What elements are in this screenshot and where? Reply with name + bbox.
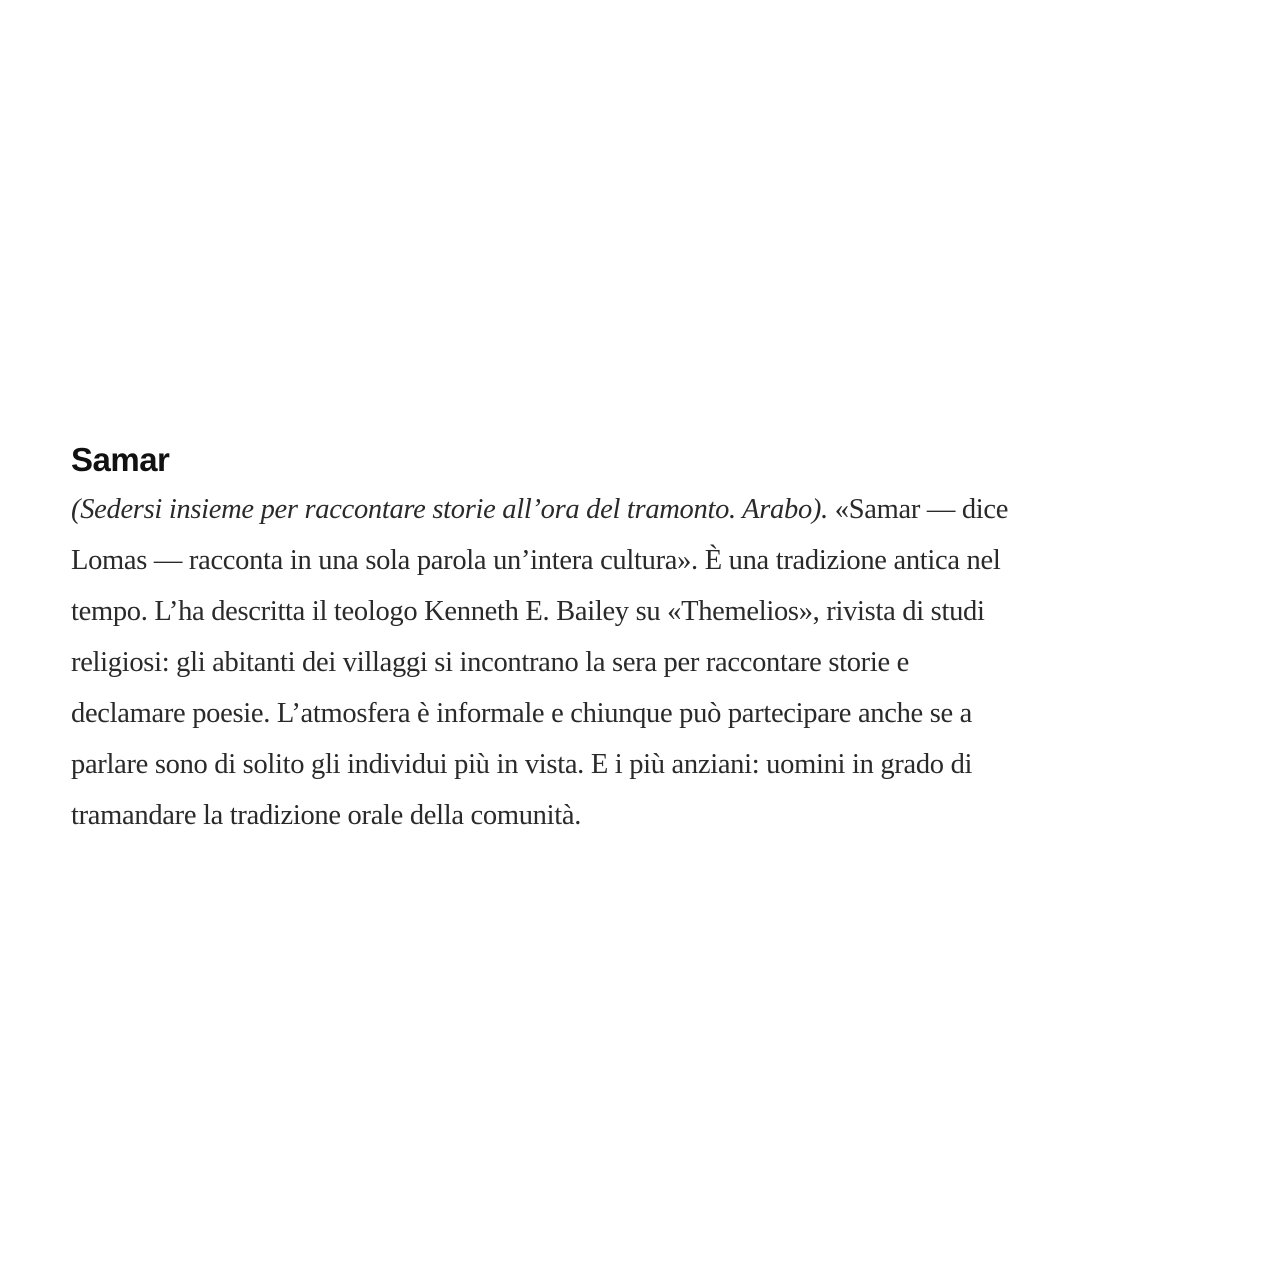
entry-body-line: religiosi: gli abitanti dei villaggi si incontrano la sera per raccontare storie e xyxy=(71,647,910,678)
entry-body-line: parlare sono di solito gli individui più in vista. E i più anziani: uomini in grado di xyxy=(71,749,973,780)
glossary-entry xyxy=(71,436,1251,841)
entry-body-line: tramandare la tradizione orale della comunità. xyxy=(71,800,582,831)
entry-definition: (Sedersi insieme per raccontare storie all’ora del tramonto. Arabo). xyxy=(71,494,828,525)
entry-body-line: tempo. L’ha descritta il teologo Kenneth E. Bailey su «Themelios», rivista di studi xyxy=(71,596,985,627)
entry-body xyxy=(71,484,1251,841)
entry-title: Samar xyxy=(71,441,170,478)
entry-body-line: declamare poesie. L’atmosfera è informale e chiunque può partecipare anche se a xyxy=(71,698,973,729)
entry-first-line xyxy=(71,484,1251,535)
entry-body-line: Lomas — racconta in una sola parola un’intera cultura». È una tradizione antica nel xyxy=(71,545,1001,576)
entry-body-line: «Samar — dice xyxy=(827,494,1009,525)
